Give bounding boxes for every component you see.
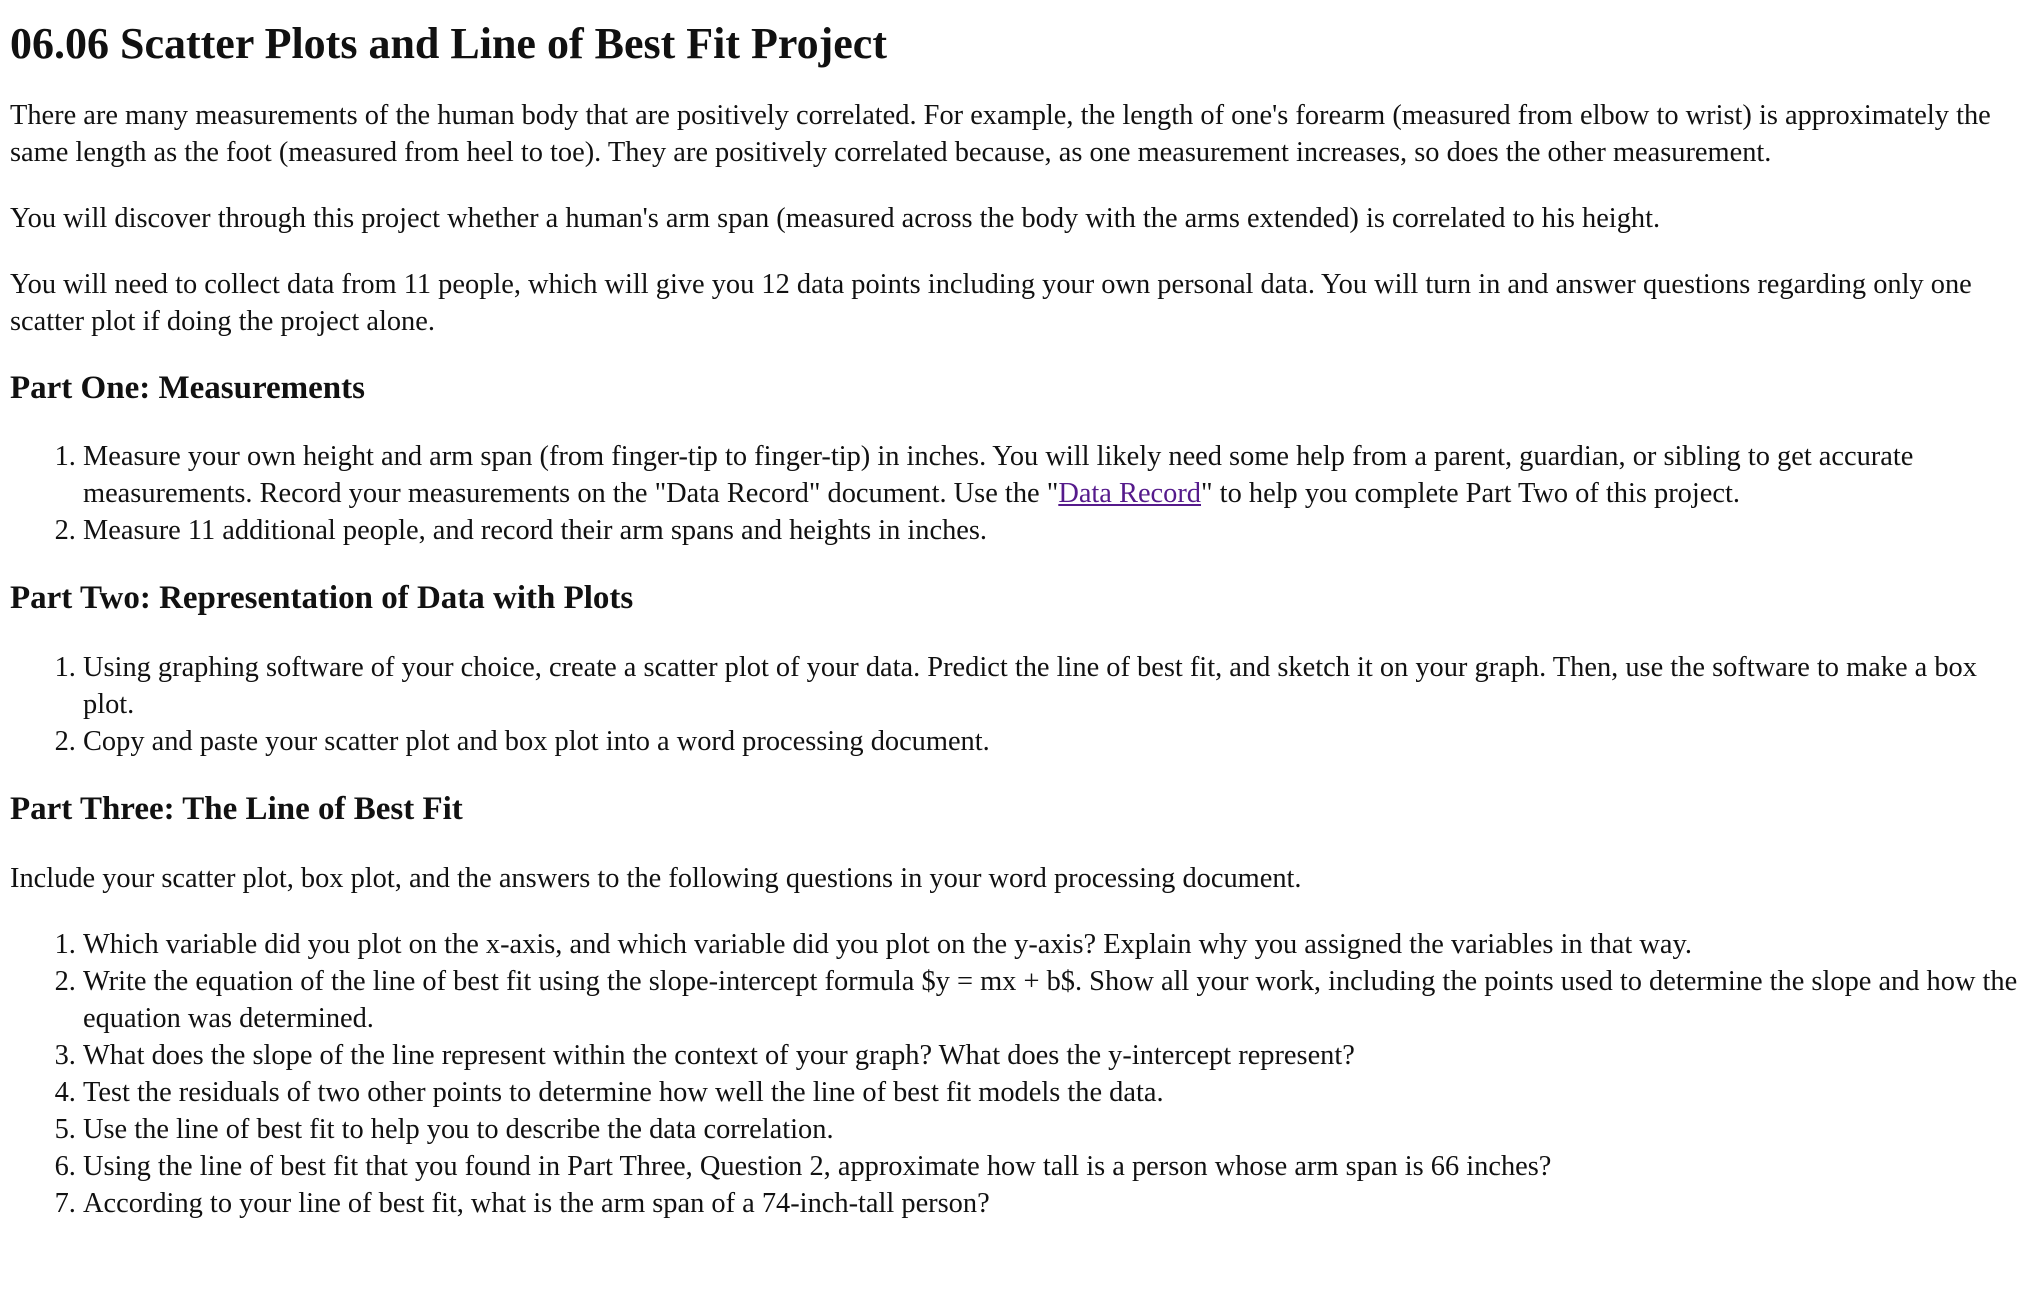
part-one-item-1-text-after: " to help you complete Part Two of this project. [1201,478,1740,510]
part-one-heading: Part One: Measurements [10,369,365,406]
part-one-item-1 [83,438,2032,512]
intro-paragraph-2: You will discover through this project whether a human's arm span (measured across the body with the arms extended) is correlated to his height. [10,202,1661,234]
part-three-intro: Include your scatter plot, box plot, and the answers to the following questions in your word processing document. [10,862,1302,894]
part-two-item-2: 2. Copy and paste your scatter plot and box plot into a word processing document. [83,723,2032,760]
part-two-list [10,649,2032,760]
page-title: 06.06 Scatter Plots and Line of Best Fit Project [10,19,887,68]
intro-paragraph-3: You will need to collect data from 11 people, which will give you 12 data points including your own personal data. You will turn in and answer questions regarding only one scatter plot if doing the project alone. [10,268,1972,337]
part-three-item-3: 3. What does the slope of the line represent within the context of your graph? What does the y-intercept represent? [83,1037,2032,1074]
part-one-item-1-text-before: Measure your own height and arm span (from finger-tip to finger-tip) in inches. You will likely need some help from a parent, guardian, or sibling to get accurate measurements. Record your measurements on the "Data Record" document. Use the " [83,441,1914,510]
part-one-item-2: 2. Measure 11 additional people, and record their arm spans and heights in inches. [83,512,2032,549]
part-three-item-6: 6. Using the line of best fit that you found in Part Three, Question 2, approximate how tall is a person whose arm span is 66 inches? [83,1148,2032,1185]
part-two-item-1: 1. Using graphing software of your choice, create a scatter plot of your data. Predict the line of best fit, and sketch it on your graph. Then, use the software to make a box plot. [83,649,2032,723]
part-one-list [10,438,2032,549]
intro-paragraph-1: There are many measurements of the human body that are positively correlated. For example, the length of one's forearm (measured from elbow to wrist) is approximately the same length as the foot (measured from heel to toe). They are positively correlated because, as one measurement increases, so does the other measurement. [10,99,1991,168]
part-three-item-4: 4. Test the residuals of two other points to determine how well the line of best fit models the data. [83,1074,2032,1111]
part-three-item-5: 5. Use the line of best fit to help you to describe the data correlation. [83,1111,2032,1148]
part-three-list [10,926,2032,1222]
data-record-link[interactable]: Data Record [1058,478,1201,510]
part-three-item-2: 2. Write the equation of the line of best fit using the slope-intercept formula $y = mx + b$. Show all your work, including the points used to determine the slope and how the equation was determined. [83,963,2032,1037]
part-three-item-7: 7. According to your line of best fit, what is the arm span of a 74-inch-tall person? [83,1185,2032,1222]
part-two-heading: Part Two: Representation of Data with Plots [10,580,634,617]
part-three-heading: Part Three: The Line of Best Fit [10,790,463,827]
part-three-item-1: 1. Which variable did you plot on the x-axis, and which variable did you plot on the y-axis? Explain why you assigned the variables in that way. [83,926,2032,963]
